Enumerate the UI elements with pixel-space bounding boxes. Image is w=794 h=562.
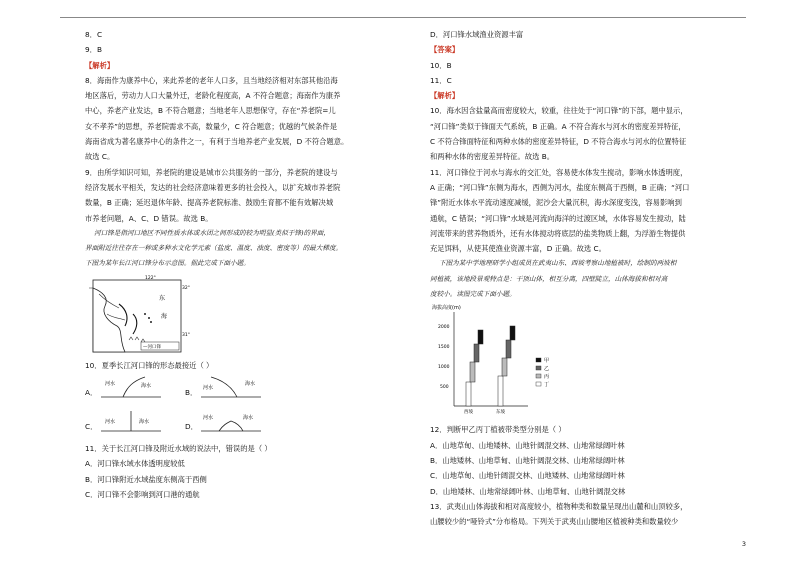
sea-water-label: 海水 <box>141 383 152 390</box>
option-text[interactable]: A．山地草甸、山地矮林、山地针阔混交林、山地常绿阔叶林 <box>430 440 625 450</box>
options-row <box>85 407 411 441</box>
option-text[interactable]: C．山地草甸、山地针阔混交林、山地矮林、山地常绿阔叶林 <box>430 471 625 481</box>
material-line: 河口锋是指河口地区不同性质水体或水团之间形成的较为明显(类似于锋)的界面， <box>94 228 330 237</box>
map-lat-label: 32° <box>182 285 190 291</box>
text-line: “河口锋”类似于锋面天气系统，B 正确。A 不符合海水与河水的密度差异特征， <box>430 121 686 131</box>
answer-line: 11．C <box>430 75 452 85</box>
options-row <box>85 373 411 407</box>
text-line: 地区落后，劳动力人口大量外迁，老龄化程度高，A 不符合题意；海南作为康养 <box>85 91 341 101</box>
fresh-water-label: 河水 <box>203 385 214 392</box>
material-line: 同植被，该地段景观特点是：干顶山体，相互分离，四壁陡立，山体海拔和相对高 <box>430 274 668 283</box>
legend-entry: 乙 <box>544 366 550 373</box>
question-11: 11．关于长江河口锋及附近水域的说法中，错误的是（ ） <box>85 444 272 454</box>
text-line: 故选 C。 <box>85 152 115 162</box>
bar-west-yi <box>474 344 479 362</box>
text-line: 锋”附近水体水平流动速度减缓，泥沙会大量沉积，海水深度变浅，容易影响到 <box>430 198 682 208</box>
x-tick: 西坡 <box>464 410 473 416</box>
bar-east-ding <box>498 376 503 406</box>
material-line: 下图为某中学地理研学小组成员在武夷山东、西坡考察山地植被时，绘制的两坡相 <box>439 259 677 268</box>
question-13: 13．武夷山山体海拔和相对高度较小，植物种类和数量呈现出山麓和山顶较多， <box>430 501 688 511</box>
material-line: 下图为某年长江河口锋分布示意图。据此完成下面小题。 <box>85 259 250 268</box>
y-axis-label: 海拔高度(m) <box>432 305 461 312</box>
text-line: 9．由所学知识可知，养老院的建设是城市公共服务的一部分，养老院的建设与 <box>85 167 338 177</box>
text-line: 11．河口锋位于河水与海水的交汇处，容易使水体发生搅动，影响水体透明度， <box>430 167 688 177</box>
bar-west-ding <box>466 382 471 406</box>
option-text: D．河口锋水域渔业资源丰富 <box>430 30 524 39</box>
answer-heading: 【答案】 <box>430 45 460 55</box>
sea-water-label: 海水 <box>243 415 254 422</box>
sea-water-label: 海水 <box>139 419 150 426</box>
text-line: 市养老问题，A、C、D 错误。故选 B。 <box>85 213 213 223</box>
bar-east-bing <box>502 358 507 376</box>
y-tick: 1000 <box>438 365 450 371</box>
fresh-water-label: 河水 <box>105 381 116 388</box>
map-svg <box>89 274 190 356</box>
text-line: A 正确；“河口锋”东侧为海水，西侧为河水，盐度东侧高于西侧，B 正确；“河口 <box>430 182 690 192</box>
analysis-heading: 【解析】 <box>430 91 460 101</box>
option-letter: B． <box>185 388 198 398</box>
option-b[interactable] <box>185 373 335 407</box>
right-column <box>430 27 750 529</box>
answer-line: 8．C <box>85 30 103 39</box>
text-line: 海南省成为著名康养中心的条件之一，有利于当地养老产业发展，D 不符合题意。 <box>85 137 349 147</box>
page-number: 3 <box>741 540 746 548</box>
map-lon-label: 122° <box>145 275 156 281</box>
estuary-front-map <box>89 274 190 356</box>
text-line: 经济发展水平相关，发达的社会经济意味着更多的社会投入，以扩充城市养老院 <box>85 182 341 192</box>
left-column <box>85 27 411 502</box>
y-tick: 500 <box>440 385 449 391</box>
answer-line: 9．B <box>85 45 102 55</box>
text-line: 中心，养老产业发达，B 不符合题意；当地老年人思想保守，存在“养老院=儿 <box>85 106 336 116</box>
text-line: 10．海水因含盐量高而密度较大，较重，往往处于“河口锋”的下部，题中显示， <box>430 106 688 116</box>
material-line: 界面附近往往存在一种或多种水文化学元素（盐度、温度、浊度、密度等）的最大梯度。 <box>85 244 343 253</box>
answer-line: 10．B <box>430 60 452 70</box>
option-a-diagram <box>101 373 161 403</box>
legend-entry: 甲 <box>544 358 550 365</box>
fresh-water-label: 河水 <box>105 419 116 426</box>
text-line: 女不孝养”的思想，养老院需求不高，数量少，C 符合题意；优越的气候条件是 <box>85 121 337 131</box>
text-line: 山腰较少的“哑铃式”分布格局。下列关于武夷山山腰地区植被种类和数量较少 <box>430 517 679 527</box>
question-12: 12．判断甲乙丙丁植被带类型分别是（ ） <box>430 425 566 435</box>
legend-entry: 丙 <box>544 374 550 381</box>
option-text[interactable]: D．山地矮林、山地常绿阔叶林、山地草甸、山地针阔混交林 <box>430 486 626 496</box>
option-text: C．河口锋不会影响到河口港的通航 <box>85 489 200 499</box>
bar-west-bing <box>470 362 475 382</box>
bar-east-yi <box>506 340 511 358</box>
bar-east-jia <box>510 326 515 340</box>
option-c-diagram <box>101 407 161 437</box>
option-d-diagram <box>201 407 261 437</box>
x-tick: 东坡 <box>496 410 505 416</box>
question-10: 10．夏季长江河口锋的形态最接近（ ） <box>85 360 214 370</box>
material-line: 度较小。读图完成下面小题。 <box>430 290 516 299</box>
option-b-diagram <box>201 373 261 403</box>
legend-entry: 丁 <box>544 382 550 389</box>
y-tick: 1500 <box>438 345 450 351</box>
text-line: 河流带来的营养物质外，还有水体搅动将底层的盐类物质上翻，为浮游生物提供 <box>430 228 686 238</box>
option-letter: A． <box>85 388 98 398</box>
option-text: A．河口锋水域水体透明度较低 <box>85 459 185 469</box>
bar-west-jia <box>478 330 483 344</box>
fresh-water-label: 河水 <box>203 415 214 422</box>
map-legend: —河口锋 <box>143 344 161 350</box>
option-text[interactable]: B．山地矮林、山地草甸、山地针阔混交林、山地常绿阔叶林 <box>430 455 625 465</box>
text-line: 充足饵料，从使其使渔业资源丰富，D 正确。故选 C。 <box>430 244 606 254</box>
analysis-heading: 【解析】 <box>85 60 115 70</box>
text-line: 和两种水体的密度差异特征。故选 B。 <box>430 152 555 162</box>
vegetation-zone-chart <box>432 302 582 422</box>
map-lat-label: 31° <box>182 332 190 338</box>
chart-svg <box>432 302 582 422</box>
header-rule <box>60 17 746 18</box>
sea-water-label: 海水 <box>245 381 256 388</box>
option-letter: D． <box>185 422 198 432</box>
text-line: 通航，C 错误；“河口锋”水域是河流向海洋的过渡区域，水体容易发生搅动，陆 <box>430 213 686 223</box>
option-letter: C． <box>85 422 98 432</box>
y-tick: 2000 <box>438 325 450 331</box>
option-d[interactable] <box>185 407 335 441</box>
option-text: B．河口锋附近水域盐度东侧高于西侧 <box>85 474 207 484</box>
text-line: 8．海南作为康养中心，来此养老的老年人口多，且当地经济相对东部其他沿海 <box>85 75 338 85</box>
map-sea-char: 海 <box>161 312 168 320</box>
map-sea-char: 东 <box>159 294 166 302</box>
text-line: C 不符合锋面特征和两种水体的密度差异特征，D 不符合海水与河水的位置特征 <box>430 137 687 147</box>
text-line: 数量，B 正确；延迟退休年龄、提高养老院标准、鼓励生育都不能有效解决城 <box>85 198 334 208</box>
